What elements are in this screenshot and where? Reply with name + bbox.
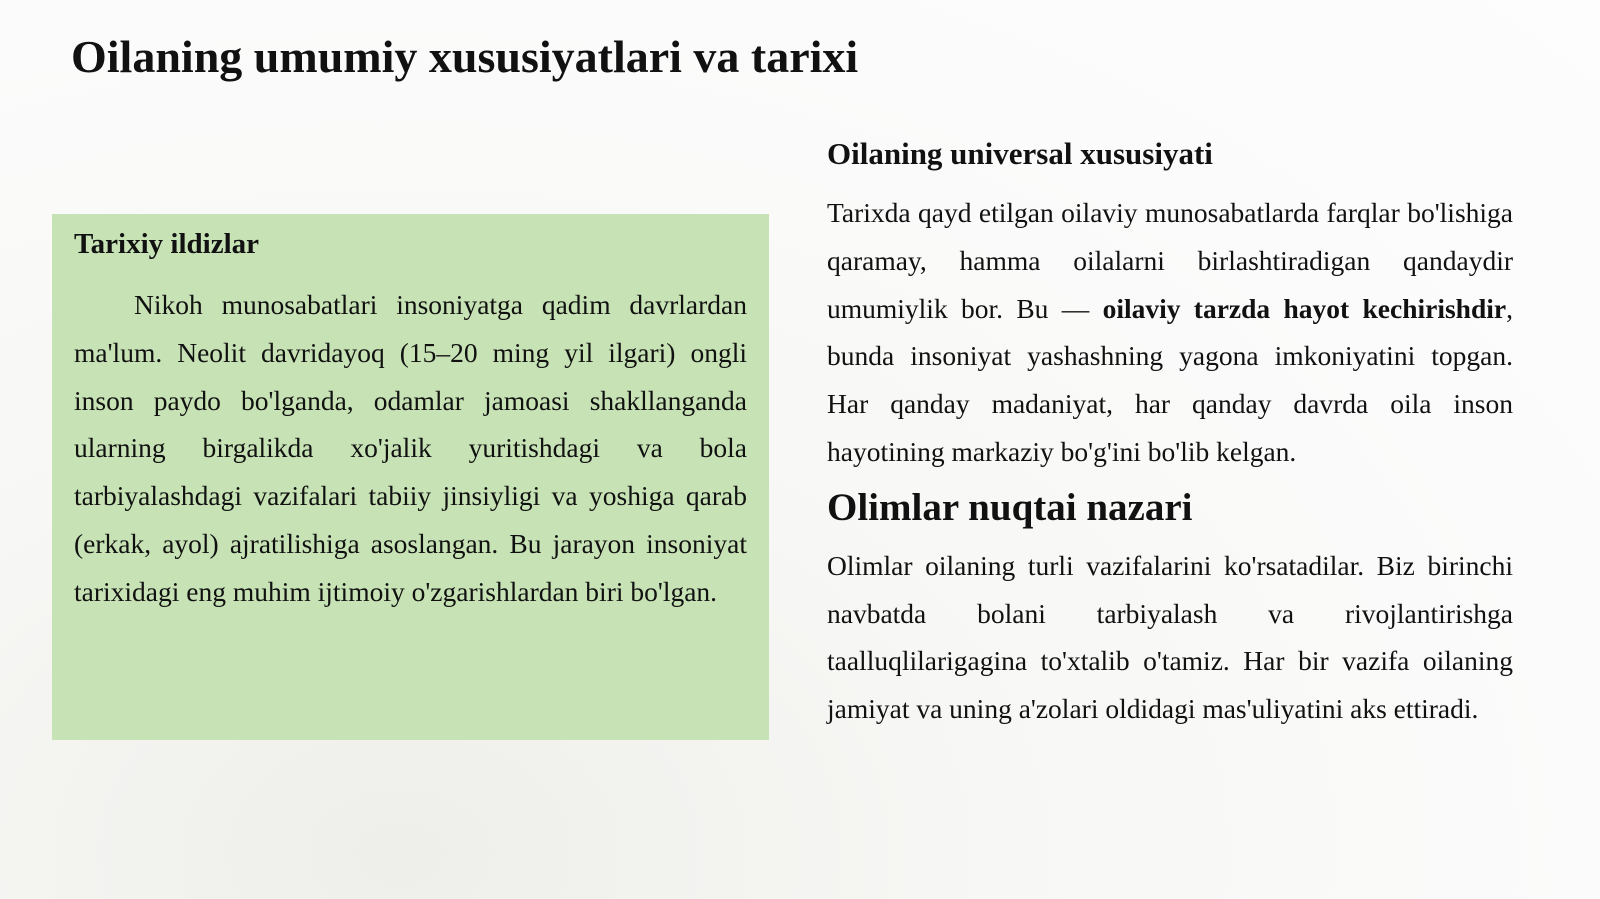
scientists-heading: Olimlar nuqtai nazari bbox=[827, 485, 1193, 529]
universal-text-emphasis: oilaviy tarzda hayot kechirishdir bbox=[1102, 292, 1507, 324]
universal-text-end: , bunda insoniyat yashashning yagona imkoniyatini topgan. Har qanday madaniyat, har qanday davrda oila inson hayotining markaziy bo'g'ini bo'lib kelgan. bbox=[827, 292, 1513, 467]
history-box bbox=[52, 214, 769, 740]
universal-text-start: Tarixda qayd etilgan oilaviy munosabatlarda farqlar bo'lishiga qaramay, hamma oilalarni birlashtiradigan qandaydir umumiylik bor. Bu — bbox=[827, 197, 1513, 324]
history-box-text: Nikoh munosabatlari insoniyatga qadim davrlardan ma'lum. Neolit davridayoq (15–20 ming yil ilgari) ongli inson paydo bo'lganda, odamlar jamoasi shakllanganda ularning birgalikda xo'jalik yuritishdagi va bola tarbiyalashdagi vazifalari tabiiy jinsiyligi va yoshiga qarab (erkak, ayol) ajratilishiga asoslangan. Bu jarayon insoniyat tarixidagi eng muhim ijtimoiy o'zgarishlardan biri bo'lgan. bbox=[74, 289, 747, 607]
history-box-heading: Tarixiy ildizlar bbox=[74, 228, 260, 260]
universal-text bbox=[827, 189, 1513, 476]
right-column bbox=[827, 133, 1513, 733]
universal-heading: Oilaning universal xususiyati bbox=[827, 136, 1213, 171]
scientists-text: Olimlar oilaning turli vazifalarini ko'rsatadilar. Biz birinchi navbatda bolani tarbiyalash va rivojlantirishga taalluqlilarigagina to'xtalib o'tamiz. Har bir vazifa oilaning jamiyat va uning a'zolari oldidagi mas'uliyatini aks ettiradi. bbox=[827, 549, 1513, 725]
slide-title: Oilaning umumiy xususiyatlari va tarixi bbox=[71, 31, 859, 82]
